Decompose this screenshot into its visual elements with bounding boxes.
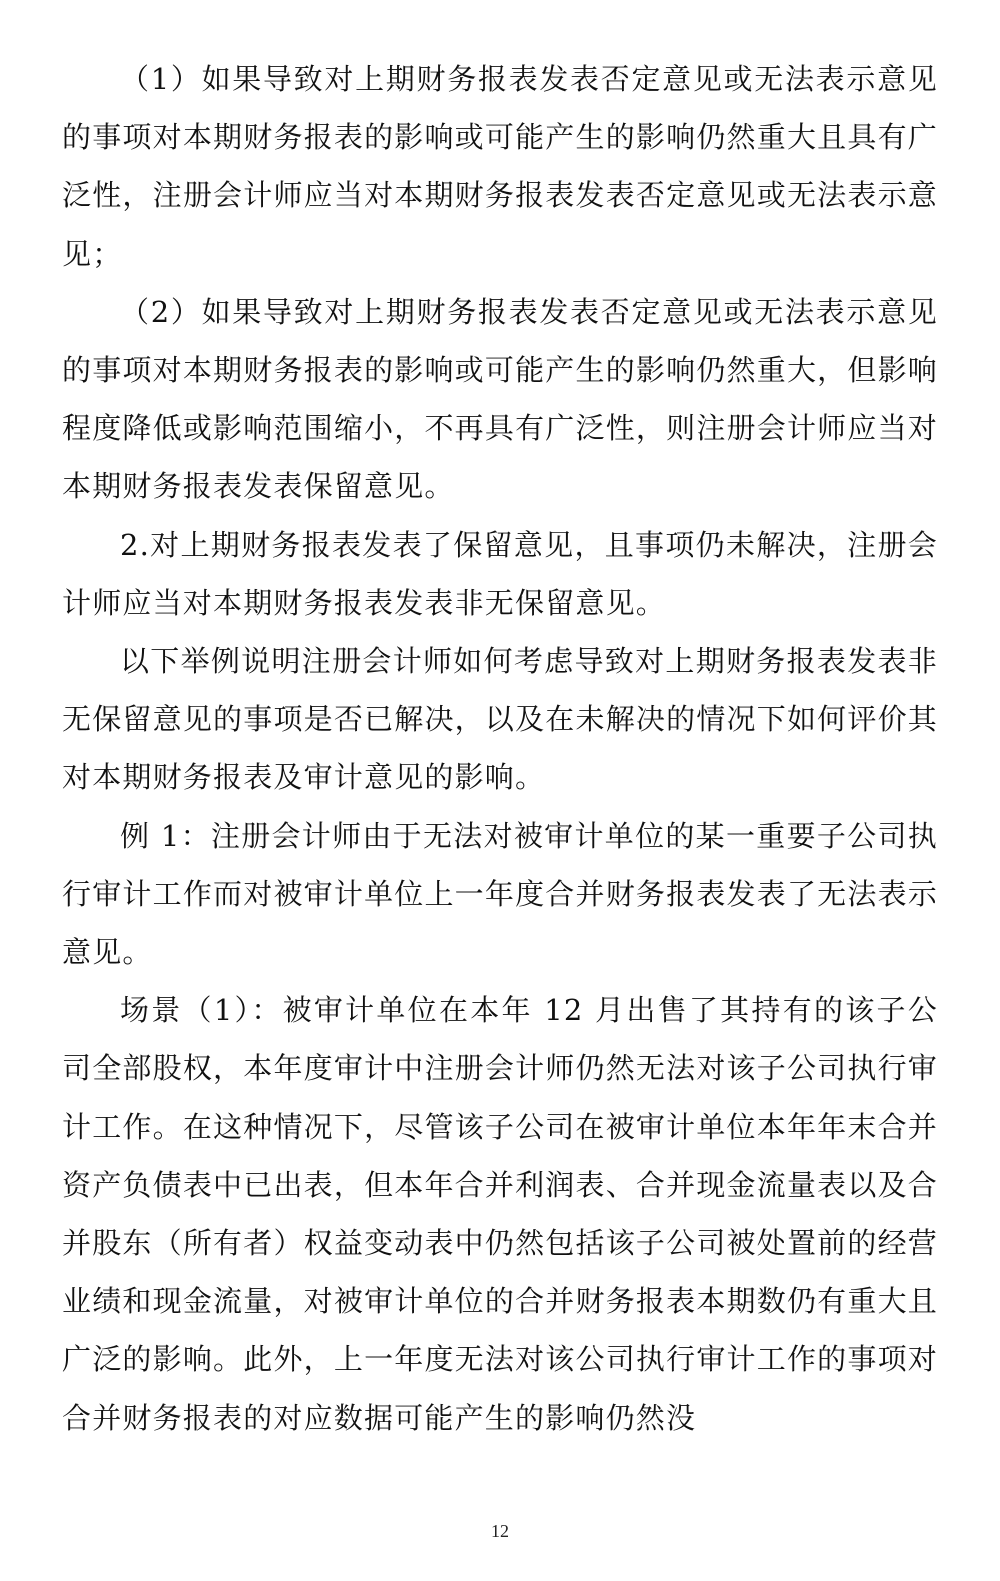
- paragraph-3: 2.对上期财务报表发表了保留意见，且事项仍未解决，注册会计师应当对本期财务报表发表非无保留意见。: [62, 527, 938, 620]
- paragraph-4: 以下举例说明注册会计师如何考虑导致对上期财务报表发表非无保留意见的事项是否已解决，以及在未解决的情况下如何评价其对本期财务报表及审计意见的影响。: [62, 644, 938, 795]
- paragraph-6: 场景（1）：被审计单位在本年 12 月出售了其持有的该子公司全部股权，本年度审计中注册会计师仍然无法对该子公司执行审计工作。在这种情况下，尽管该子公司在被审计单位本年年末合并资产负债表中已出表，但本年合并利润表、合并现金流量表以及合并股东（所有者）权益变动表中仍然包括该子公司被处置前的经营业绩和现金流量，对被审计单位的合并财务报表本期数仍有重大且广泛的影响。此外，上一年度无法对该公司执行审计工作的事项对合并财务报表的对应数据可能产生的影响仍然没: [62, 993, 938, 1435]
- page-number: 12: [491, 1521, 509, 1541]
- paragraph-1: （1）如果导致对上期财务报表发表否定意见或无法表示意见的事项对本期财务报表的影响或可能产生的影响仍然重大且具有广泛性，注册会计师应当对本期财务报表发表否定意见或无法表示意见；: [62, 62, 938, 271]
- paragraph-5: 例 1：注册会计师由于无法对被审计单位的某一重要子公司执行审计工作而对被审计单位上一年度合并财务报表发表了无法表示意见。: [62, 818, 938, 970]
- document-body: [62, 50, 938, 1447]
- paragraph-2: （2）如果导致对上期财务报表发表否定意见或无法表示意见的事项对本期财务报表的影响或可能产生的影响仍然重大，但影响程度降低或影响范围缩小，不再具有广泛性，则注册会计师应当对本期财务报表发表保留意见。: [62, 294, 938, 504]
